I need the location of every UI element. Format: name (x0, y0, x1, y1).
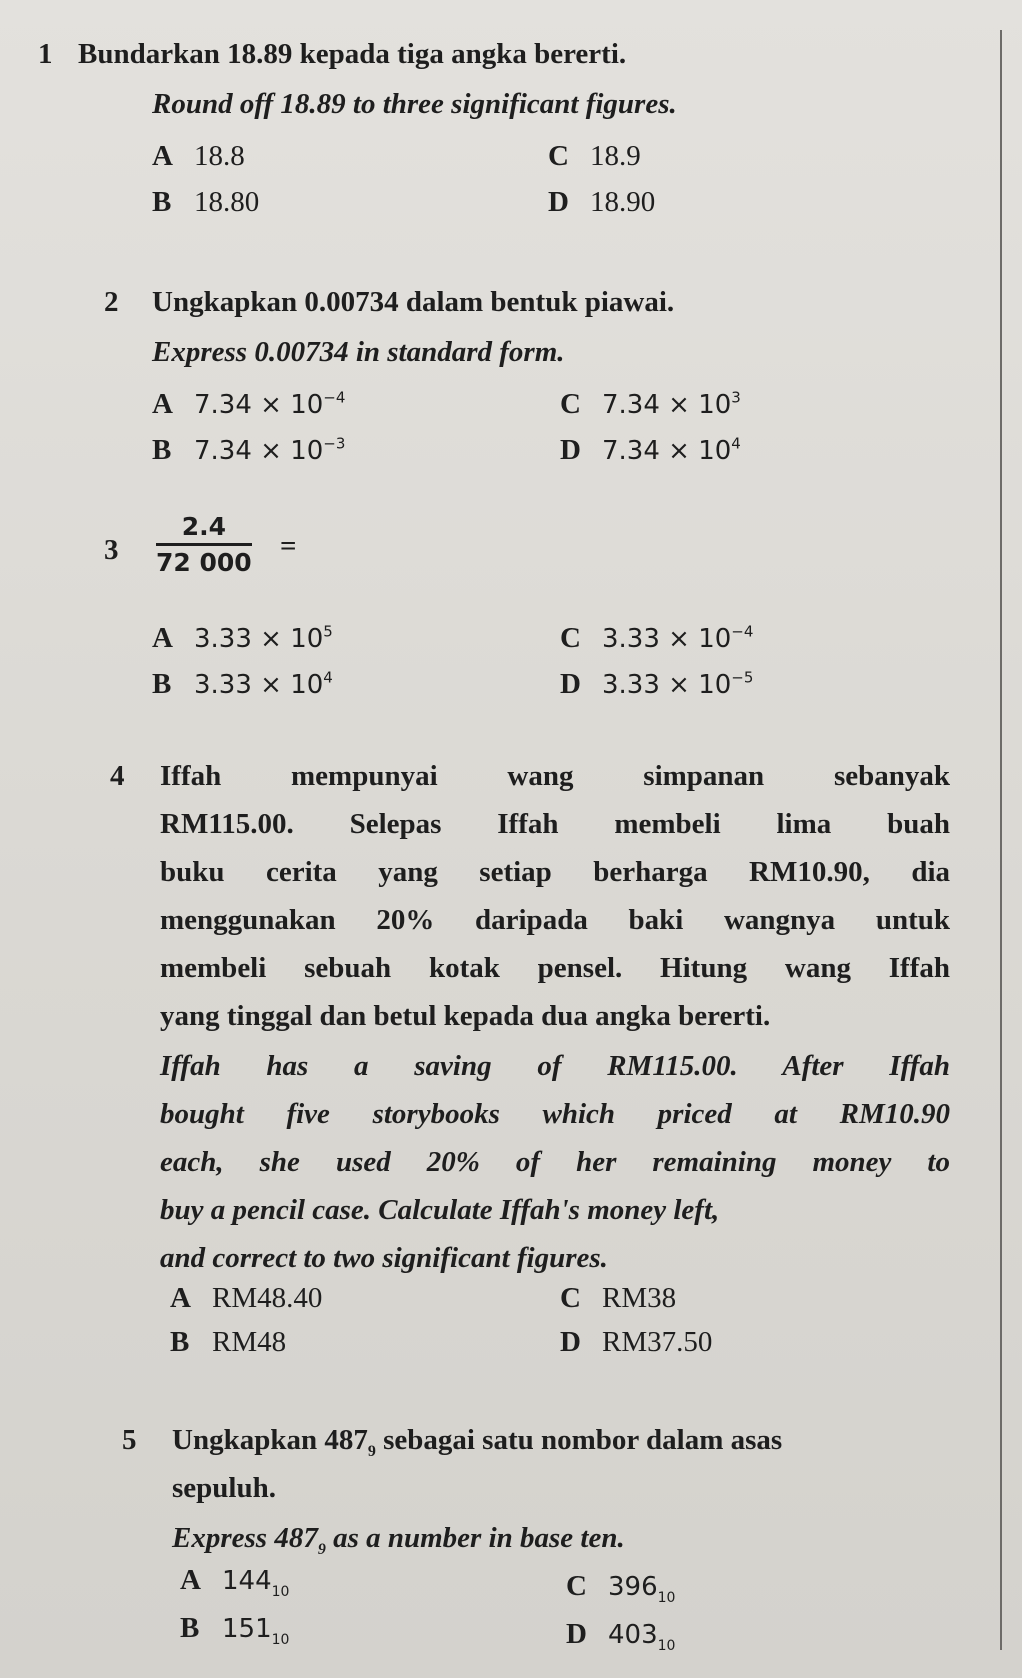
question-text-malay-line: sepuluh. (172, 1472, 276, 1504)
column-divider (1000, 30, 1002, 1650)
option-a[interactable]: A $7.34 \times 10^{-4}$ (152, 388, 346, 420)
question-text-english-line: each, she used 20% of her remaining money to (160, 1146, 950, 1178)
option-d[interactable]: D $3.33 \times 10^{-5}$ (560, 668, 754, 700)
question-text-malay-line: yang tinggal dan betul kepada dua angka bererti. (160, 1000, 771, 1032)
option-b[interactable]: B 18.80 (152, 186, 260, 218)
option-d[interactable]: D RM37.50 (560, 1326, 713, 1358)
option-c[interactable]: C $7.34 \times 10^3$ (560, 388, 741, 420)
fraction (156, 512, 252, 577)
option-b[interactable]: B $7.34 \times 10^{-3}$ (152, 434, 346, 466)
question-text-malay-line: RM115.00. Selepas Iffah membeli lima buah (160, 808, 950, 840)
option-c[interactable]: C $3.33 \times 10^{-4}$ (560, 622, 754, 654)
option-c[interactable]: C 18.9 (548, 140, 641, 172)
option-b[interactable]: B $3.33 \times 10^4$ (152, 668, 333, 700)
question-text-english: Express 0.00734 in standard form. (152, 336, 565, 368)
denominator: 72 000 (156, 548, 252, 577)
question-text-malay-line: Iffah mempunyai wang simpanan sebanyak (160, 760, 950, 792)
question-text-english: Round off 18.89 to three significant figures. (152, 88, 677, 120)
question-text-english-line: and correct to two significant figures. (160, 1242, 608, 1274)
option-c[interactable]: C $396_{10}$ (566, 1570, 676, 1606)
option-a[interactable]: A $3.33 \times 10^5$ (152, 622, 333, 654)
question-number: 5 (122, 1424, 137, 1456)
option-a[interactable]: A 18.8 (152, 140, 245, 172)
question-text-malay-line: membeli sebuah kotak pensel. Hitung wang Iffah (160, 952, 950, 984)
question-number: 4 (110, 760, 125, 792)
option-a[interactable]: A RM48.40 (170, 1282, 323, 1314)
question-text-malay-line: Ungkapkan $487_9$ sebagai satu nombor dalam asas (172, 1424, 783, 1460)
question-text-malay: Ungkapkan 0.00734 dalam bentuk piawai. (152, 286, 675, 318)
option-b[interactable]: B $151_{10}$ (180, 1612, 290, 1648)
question-number: 3 (104, 534, 119, 566)
question-number: 1 (38, 38, 53, 70)
question-text-malay-line: menggunakan 20% daripada baki wangnya untuk (160, 904, 950, 936)
option-a[interactable]: A $144_{10}$ (180, 1564, 290, 1600)
option-d[interactable]: D $7.34 \times 10^4$ (560, 434, 741, 466)
equals-sign: = (280, 530, 297, 562)
question-text-malay: Bundarkan 18.89 kepada tiga angka bererti. (78, 38, 627, 70)
option-d[interactable]: D 18.90 (548, 186, 656, 218)
question-text-english-line: bought five storybooks which priced at RM10.90 (160, 1098, 950, 1130)
question-text-english-line: buy a pencil case. Calculate Iffah's money left, (160, 1194, 720, 1226)
option-b[interactable]: B RM48 (170, 1326, 287, 1358)
numerator: 2.4 (156, 512, 252, 546)
question-text-english-line: Iffah has a saving of RM115.00. After Iffah (160, 1050, 950, 1082)
option-c[interactable]: C RM38 (560, 1282, 677, 1314)
question-number: 2 (104, 286, 119, 318)
option-d[interactable]: D $403_{10}$ (566, 1618, 676, 1654)
question-text-english: Express $487_9$ as a number in base ten. (172, 1522, 625, 1558)
question-text-malay-line: buku cerita yang setiap berharga RM10.90, dia (160, 856, 950, 888)
